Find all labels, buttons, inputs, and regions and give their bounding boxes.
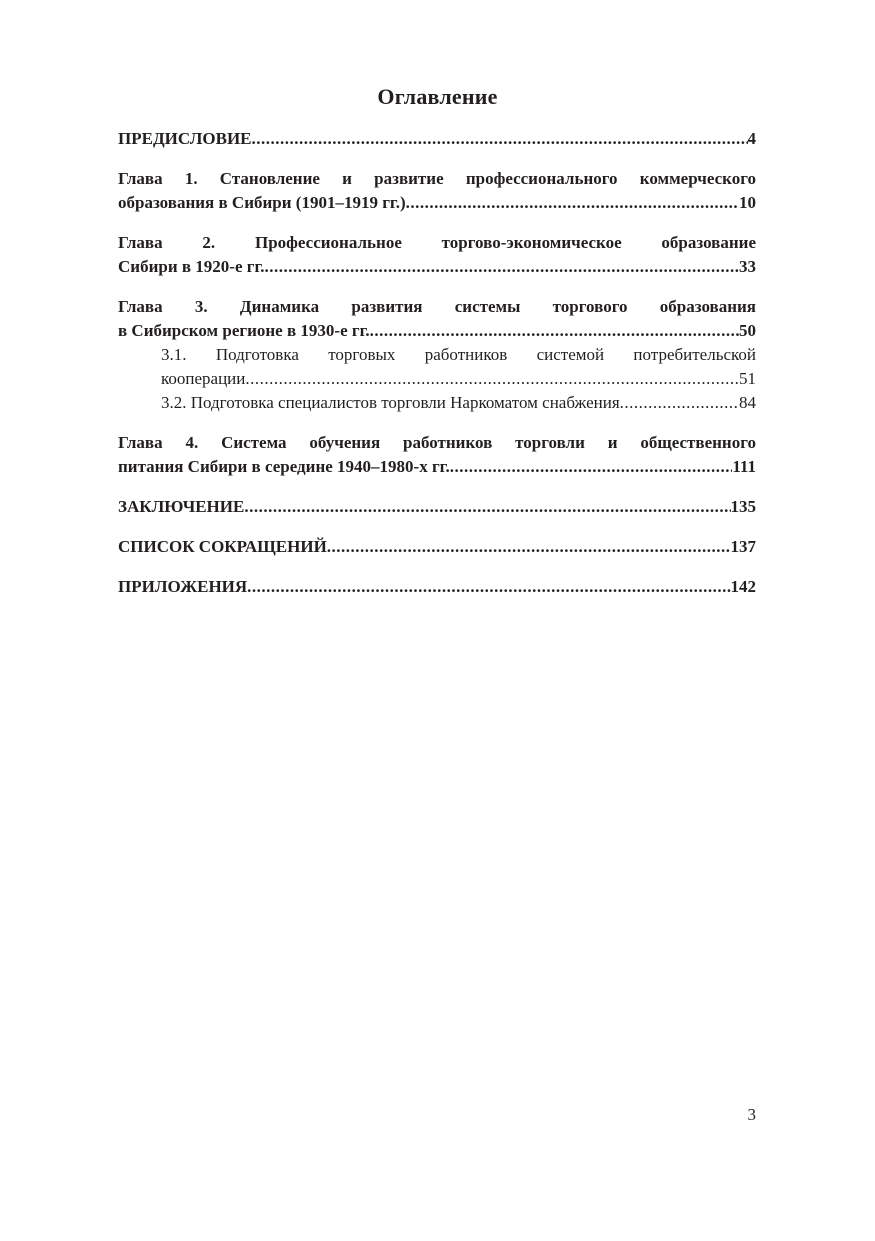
toc-label: ЗАКЛЮЧЕНИЕ <box>118 497 245 516</box>
dot-leader <box>244 495 730 519</box>
toc-page-number: 135 <box>730 497 756 516</box>
toc-label: ПРЕДИСЛОВИЕ <box>118 129 252 148</box>
toc-label: СПИСОК СОКРАЩЕНИЙ <box>118 537 327 556</box>
toc-label: ПРИЛОЖЕНИЯ <box>118 577 248 596</box>
toc-page-number: 4 <box>747 129 756 148</box>
toc-entry-appendices[interactable] <box>118 575 756 599</box>
toc-page-number: 51 <box>739 369 756 388</box>
dot-leader <box>327 535 731 559</box>
toc-entry-abbreviations[interactable] <box>118 535 756 559</box>
toc-page-number: 50 <box>739 321 756 340</box>
toc-label: Глава 1. Становление и развитие профессионального коммерческого <box>118 169 756 188</box>
toc-label: 3.1. Подготовка торговых работников системой потребительской <box>161 345 756 364</box>
toc-entry-chapter-2[interactable] <box>118 231 756 279</box>
table-of-contents <box>118 127 756 599</box>
toc-label: 3.2. Подготовка специалистов торговли Наркоматом снабжения <box>161 393 620 412</box>
dot-leader <box>620 391 739 415</box>
dot-leader <box>450 455 733 479</box>
toc-entry-chapter-4[interactable] <box>118 431 756 479</box>
toc-entry-conclusion[interactable] <box>118 495 756 519</box>
toc-page-number: 137 <box>730 537 756 556</box>
toc-label: Сибири в 1920-е гг. <box>118 257 265 276</box>
toc-entry-preface[interactable] <box>118 127 756 151</box>
page-title: Оглавление <box>377 84 498 109</box>
toc-label: образования в Сибири (1901–1919 гг.) <box>118 193 406 212</box>
toc-label: Глава 2. Профессиональное торгово-экономическое образование <box>118 233 756 252</box>
toc-label: в Сибирском регионе в 1930-е гг. <box>118 321 370 340</box>
toc-label: кооперации <box>161 369 246 388</box>
toc-page-number: 142 <box>730 577 756 596</box>
toc-page-number: 84 <box>739 393 756 412</box>
toc-page-number: 33 <box>739 257 756 276</box>
dot-leader <box>247 575 730 599</box>
toc-page-number: 10 <box>739 193 756 212</box>
toc-entry-section-3-1[interactable] <box>118 343 756 391</box>
toc-entry-section-3-2[interactable] <box>118 391 756 415</box>
toc-entry-chapter-3[interactable] <box>118 295 756 343</box>
toc-page-number: 111 <box>732 457 756 476</box>
dot-leader <box>252 127 748 151</box>
dot-leader <box>265 255 739 279</box>
toc-label: Глава 3. Динамика развития системы торгового образования <box>118 297 756 316</box>
dot-leader <box>406 191 739 215</box>
dot-leader <box>370 319 739 343</box>
dot-leader <box>245 367 739 391</box>
toc-entry-chapter-1[interactable] <box>118 167 756 215</box>
page-number: 3 <box>747 1105 756 1124</box>
toc-label: питания Сибири в середине 1940–1980-х гг. <box>118 457 450 476</box>
toc-label: Глава 4. Система обучения работников торговли и общественного <box>118 433 756 452</box>
